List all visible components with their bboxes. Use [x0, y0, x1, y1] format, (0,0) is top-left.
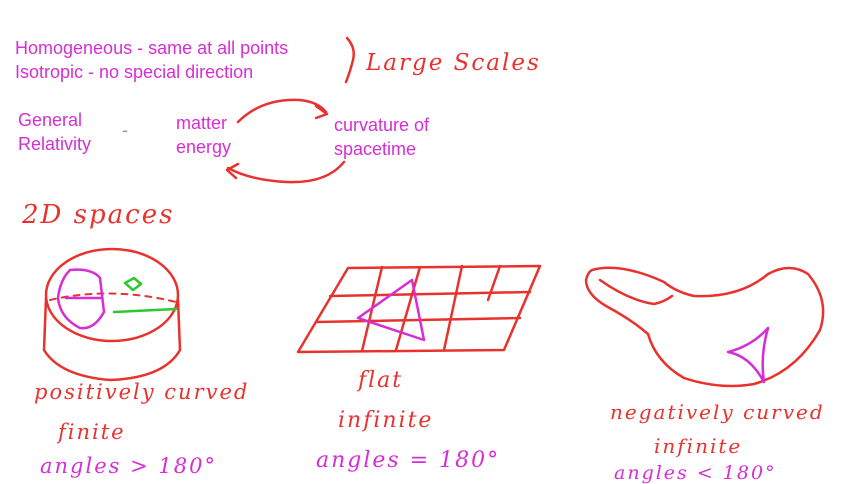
flat-caption-angles: angles = 180°: [316, 448, 501, 473]
sphere-caption-curvature: positively curved: [34, 380, 250, 404]
general-relativity-line1: General: [18, 110, 83, 130]
large-scales-note: Large Scales: [366, 50, 541, 76]
flat-caption-flat: flat: [358, 368, 404, 393]
general-relativity-line2: Relativity: [18, 134, 92, 154]
saddle-triangle: [728, 328, 768, 382]
sphere-caption-angles: angles > 180°: [40, 454, 217, 478]
cycle-arrow-bottom: [228, 162, 344, 182]
saddle-caption-curvature: negatively curved: [610, 400, 825, 424]
energy-label: energy: [176, 137, 232, 157]
spaces-heading: 2D spaces: [22, 200, 175, 230]
sphere-triangle: [58, 270, 104, 329]
relativity-dash: -: [122, 120, 128, 140]
definitions-brace: [346, 38, 354, 82]
cycle-arrow-top: [238, 100, 326, 122]
saddle-illustration: [586, 268, 823, 386]
saddle-caption-angles: angles < 180°: [614, 462, 777, 484]
isotropic-definition: Isotropic - no special direction: [15, 62, 254, 82]
sphere-green-line: [114, 309, 176, 312]
homogeneous-definition: Homogeneous - same at all points: [15, 38, 289, 58]
curvature-label: curvature of: [334, 115, 430, 135]
sphere-caption-finite: finite: [58, 420, 126, 444]
flat-plane-illustration: [298, 266, 540, 352]
spacetime-label: spacetime: [334, 139, 417, 159]
sphere-green-diamond: [125, 278, 141, 290]
matter-label: matter: [176, 113, 228, 133]
saddle-caption-infinite: infinite: [654, 434, 743, 458]
flat-caption-infinite: infinite: [338, 408, 434, 433]
sphere-illustration: [44, 249, 180, 380]
